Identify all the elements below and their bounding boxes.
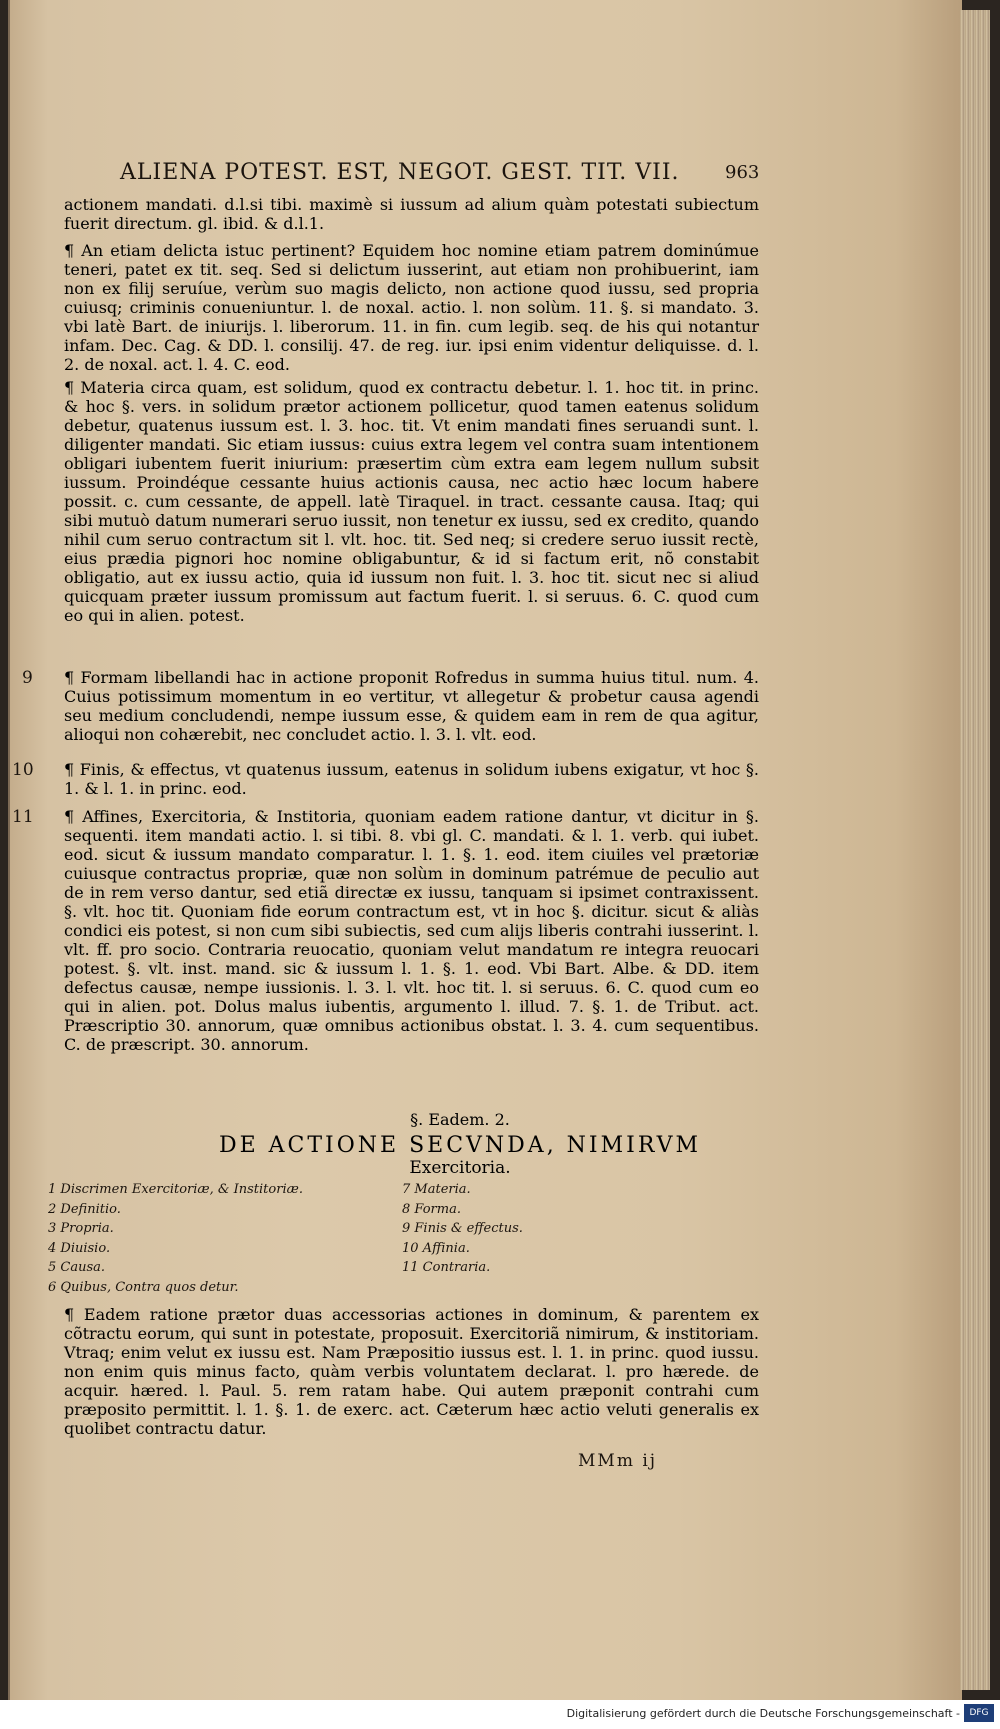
paragraph-7: ¶ Eadem ratione prætor duas accessorias actiones in dominum, & parentem ex cõtractu eorum, qui sunt in potestate, proposuit. Exercitoriã nimirum, & institoriam. Vtraq; enim velut ex iussu est. Nam Præpositio iussus est. l. 1. in princ. quod iussu. non enim quis minus facto, quàm verbis voluntatem declarat. l. pro hærede. de acquir. hæred. l. Paul. 5. rem ratam habe. Qui autem præponit contrahi cum præposito permittit. l. 1. §. 1. de exerc. act. Cæterum hæc actio veluti generalis ex quolibet contractu datur. — [64, 1305, 759, 1438]
paragraph-4: ¶ Formam libellandi hac in actione proponit Rofredus in summa huius titul. num. 4. Cuius potissimum momentum in eo vertitur, vt allegetur & probetur causa agendi seu medium concludendi, nempe iussum esse, & quidem eam in rem de qua agitur, alioqui non cohærebit, nec concludet actio. l. 3. l. vlt. eod. — [64, 668, 759, 744]
index-left — [48, 1180, 303, 1297]
index-item: 11 Contraria. — [402, 1260, 491, 1275]
paragraph-1: actionem mandati. d.l.si tibi. maximè si iussum ad alium quàm potestati subiectum fuerit directum. gl. ibid. & d.l.1. — [64, 195, 759, 233]
index-item: 5 Causa. — [48, 1260, 106, 1275]
running-title: ALIENA POTEST. EST, NEGOT. GEST. TIT. VII. — [120, 160, 680, 185]
index-right — [402, 1180, 523, 1278]
paragraph-6: ¶ Affines, Exercitoria, & Institoria, quoniam eadem ratione dantur, vt dicitur in §. sequenti. item mandati actio. l. si tibi. 8. vbi gl. C. mandati. & l. 1. verb. qui iubet. eod. sicut & iussum mandato comparatur. l. 1. §. 1. eod. item ciuiles vel prætoriæ cuiusque contractus propriæ, quæ non solùm in dominum patrémue de peculio aut de in rem verso dantur, sed etiã directæ ex iussu, tanquam si ipsimet contraxissent. §. vlt. hoc tit. Quoniam fide eorum contractum est, vt in hoc §. dicitur. sicut & aliàs condici eis potest, si non cum sibi subiectis, sed cum alijs liberis contrahi iusserint. l. vlt. ff. pro socio. Contraria reuocatio, quoniam velut mandatum re integra reuocari potest. §. vlt. inst. mand. sic & iussum l. 1. §. 1. eod. Vbi Bart. Albe. & DD. item defectus causæ, nempe iussionis. l. 3. l. vlt. hoc tit. l. si seruus. 6. C. quod cum eo qui in alien. pot. Dolus malus iubentis, argumento l. illud. 7. §. 1. de Tribut. act. Præscriptio 30. annorum, quæ omnibus actionibus obstat. l. 3. 4. cum sequentibus. C. de præscript. 30. annorum. — [64, 807, 759, 1054]
signature-mark: MMm ij — [578, 1451, 658, 1471]
margin-number-9: 9 — [22, 668, 33, 688]
index-item: 7 Materia. — [402, 1182, 471, 1197]
paragraph-3: ¶ Materia circa quam, est solidum, quod ex contractu debetur. l. 1. hoc tit. in princ. & hoc §. vers. in solidum prætor actionem pollicetur, quod tamen eatenus solidum debetur, quatenus iussum est. l. 3. hoc. tit. Vt enim mandati fines seruandi sunt. l. diligenter mandati. Sic etiam iussus: cuius extra legem vel contra suam intentionem obligari iubentem fuerit iniurium: præsertim cùm extra eam legem nullum subsit iussum. Proindéque cessante huius actionis causa, nec actio hæc locum habere possit. c. cum cessante, de appell. latè Tiraquel. in tract. cessante causa. Itaq; qui sibi mutuò datum numerari seruo iussit, non tenetur ex iussu, sed ex credito, quando nihil cum seruo contractum sit l. vlt. hoc. tit. Sed neq; si credere seruo iussit rectè, eius prædia pignori hoc nomine obligabuntur, & id si factum erit, nõ constabit obligatio, aut ex iussu actio, quia id iussum non fuit. l. 3. hoc tit. sicut nec si aliud quicquam præter iussum promissum aut factum fuerit. l. si seruus. 6. C. quod cum eo qui in alien. potest. — [64, 378, 759, 625]
section-pre: §. Eadem. 2. — [410, 1110, 510, 1129]
index-item: 6 Quibus, Contra quos detur. — [48, 1279, 239, 1295]
margin-number-10: 10 — [12, 760, 34, 780]
index-item: 3 Propria. — [48, 1221, 114, 1236]
index-item: 10 Affinia. — [402, 1240, 470, 1256]
margin-number-11: 11 — [12, 807, 34, 827]
paragraph-2: ¶ An etiam delicta istuc pertinent? Equidem hoc nomine etiam patrem dominúmue teneri, patet ex tit. seq. Sed si delictum iusserint, aut etiam non prohibuerint, iam non ex filij seruíue, verùm suo magis delicto, non actione quod iussu, sed propria cuiusq; criminis conueniuntur. l. de noxal. actio. l. non solùm. 11. §. si mandato. 3. vbi latè Bart. de iniurijs. l. liberorum. 11. in fin. cum legib. seq. de his qui notantur infam. Dec. Cag. & DD. l. consilij. 47. de reg. iur. ipsi enim videntur deliquisse. d. l. 2. de noxal. act. l. 4. C. eod. — [64, 241, 759, 374]
page-number: 963 — [725, 162, 760, 183]
index-item: 1 Discrimen Exercitoriæ, & Institoriæ. — [48, 1182, 303, 1197]
index-item: 8 Forma. — [402, 1201, 461, 1217]
section-title: DE ACTIONE SECVNDA, NIMIRVM — [218, 1133, 702, 1158]
index-item: 2 Definitio. — [48, 1201, 121, 1217]
index-item: 4 Diuisio. — [48, 1240, 111, 1256]
dfg-logo: DFG — [964, 1704, 994, 1722]
index-item: 9 Finis & effectus. — [402, 1221, 523, 1236]
section-subtitle: Exercitoria. — [409, 1158, 511, 1178]
paragraph-5: ¶ Finis, & effectus, vt quatenus iussum, eatenus in solidum iubens exigatur, vt hoc §. 1. & l. 1. in princ. eod. — [64, 760, 759, 798]
page-edges — [960, 10, 990, 1690]
footer-credit: Digitalisierung gefördert durch die Deutsche Forschungsgemeinschaft - — [566, 1707, 960, 1720]
